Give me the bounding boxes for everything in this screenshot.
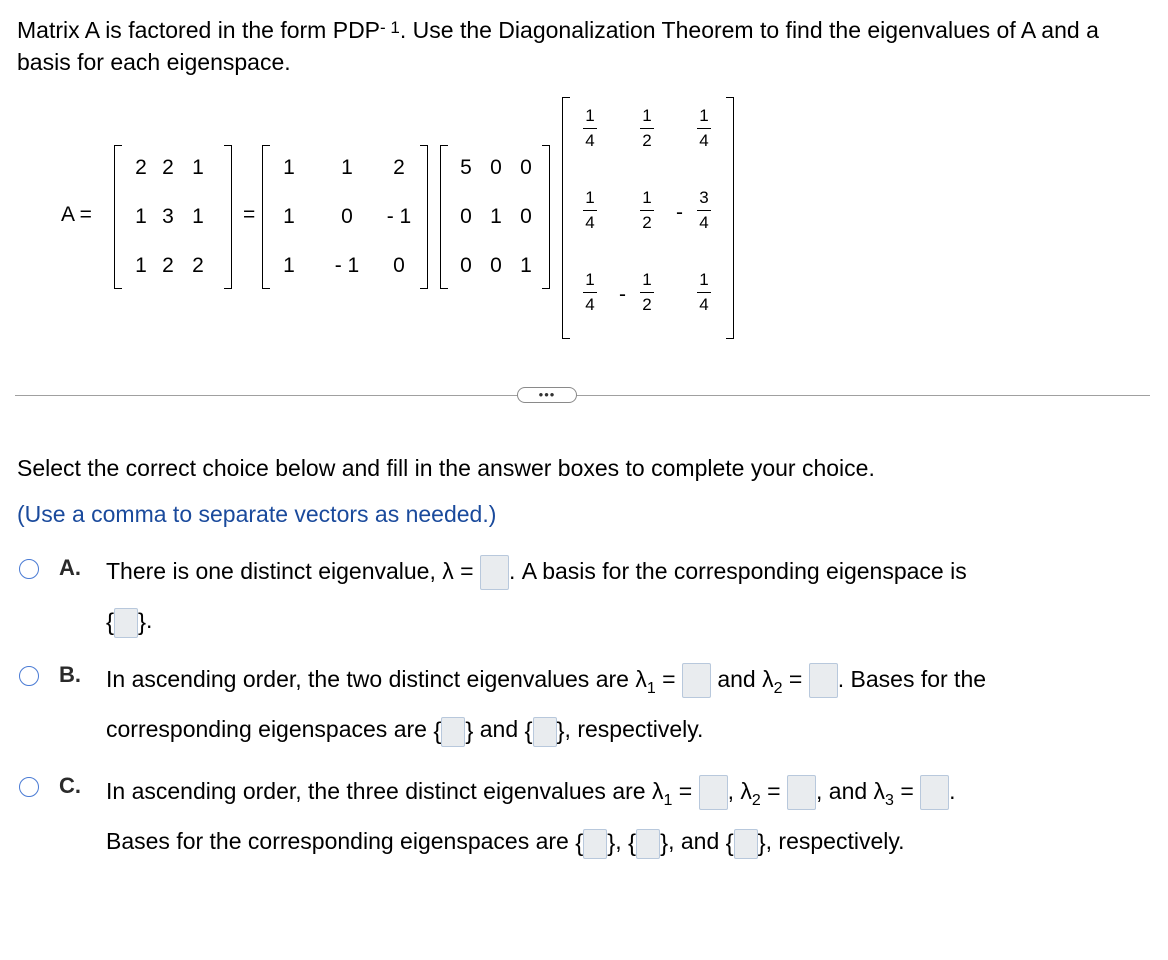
divider — [15, 395, 1150, 396]
matrix-entry: 2 — [162, 156, 174, 179]
matrix-entry: 2 — [192, 254, 204, 277]
matrix-entry: 0 — [460, 205, 472, 228]
basis-set: { } — [725, 829, 766, 857]
choice-text: Bases for the corresponding eigenspaces are — [106, 828, 569, 854]
basis-set: { } — [106, 608, 147, 636]
numerator: 1 — [642, 106, 652, 125]
choice-text: . A basis for the corresponding eigenspace is — [508, 558, 967, 584]
matrix-entry: 1 — [192, 205, 204, 228]
matrix-entry: 2 — [162, 254, 174, 277]
left-bracket — [440, 145, 448, 289]
fraction-entry — [575, 270, 605, 315]
radio-choice-b[interactable] — [19, 666, 39, 686]
matrix-entry: 3 — [162, 205, 174, 228]
numerator: 1 — [585, 106, 595, 125]
numerator: 1 — [585, 270, 595, 289]
matrix-entry: 1 — [135, 205, 147, 228]
fraction-bar — [697, 210, 711, 211]
denominator: 4 — [585, 213, 595, 232]
lambda1-input[interactable] — [682, 663, 711, 698]
more-button[interactable]: ••• — [517, 387, 577, 403]
denominator: 2 — [642, 295, 652, 314]
numerator: 1 — [699, 270, 709, 289]
basis-set: { } — [575, 829, 616, 857]
fraction-entry — [575, 188, 605, 233]
numerator: 1 — [699, 106, 709, 125]
matrix-entry: 1 — [520, 254, 532, 277]
basis3-input[interactable] — [734, 829, 758, 859]
numerator: 3 — [699, 188, 709, 207]
matrix-entry: 0 — [520, 205, 532, 228]
fraction-entry — [632, 270, 662, 315]
matrix-entry: 5 — [460, 156, 472, 179]
lambda3-input[interactable] — [920, 775, 949, 810]
fraction-bar — [640, 292, 654, 293]
matrix-entry: - 1 — [386, 205, 412, 228]
right-bracket — [726, 97, 734, 339]
equals-sign: = — [243, 203, 256, 226]
right-bracket — [224, 145, 232, 289]
fraction-bar — [640, 128, 654, 129]
basis-set: { } — [433, 717, 474, 745]
fraction-entry — [575, 106, 605, 151]
fraction-bar — [697, 292, 711, 293]
numerator: 1 — [585, 188, 595, 207]
lambda2-input[interactable] — [787, 775, 816, 810]
matrix-entry: 1 — [283, 205, 295, 228]
fraction-bar — [583, 292, 597, 293]
matrix-entry: 1 — [490, 205, 502, 228]
matrix-entry: 0 — [460, 254, 472, 277]
fraction-entry — [632, 106, 662, 151]
right-bracket — [542, 145, 550, 289]
lambda2-input[interactable] — [809, 663, 838, 698]
matrix-entry: 1 — [341, 156, 353, 179]
matrix-entry: 1 — [283, 156, 295, 179]
matrix-entry: 2 — [393, 156, 405, 179]
choice-text: In ascending order, the three distinct eigenvalues are λ — [106, 778, 664, 804]
choice-letter: A. — [59, 555, 81, 580]
matrix-entry: 1 — [135, 254, 147, 277]
minus-sign: - — [676, 201, 683, 224]
basis2-input[interactable] — [533, 717, 557, 747]
denominator: 4 — [585, 131, 595, 150]
instruction-text: Select the correct choice below and fill in the answer boxes to complete your choice. — [17, 455, 875, 481]
matrix-entry: 1 — [192, 156, 204, 179]
fraction-bar — [583, 128, 597, 129]
eigenvalue-input[interactable] — [480, 555, 509, 590]
basis-set: { } — [628, 829, 669, 857]
radio-choice-a[interactable] — [19, 559, 39, 579]
question-prompt: Matrix A is factored in the form $PDP^{- 1}$. Use the Diagonalization Theorem to find the eigenvalues of A and a basis for each eigenspace. — [17, 17, 1099, 75]
numerator: 1 — [642, 188, 652, 207]
fraction-bar — [583, 210, 597, 211]
choice-text: In ascending order, the two distinct eigenvalues are λ — [106, 666, 647, 692]
choice-letter: C. — [59, 773, 81, 798]
choice-text: corresponding eigenspaces are — [106, 716, 427, 742]
matrix-entry: 2 — [135, 156, 147, 179]
matrix-entry: 1 — [283, 254, 295, 277]
a-label: A = — [61, 203, 92, 226]
fraction-entry — [632, 188, 662, 233]
basis1-input[interactable] — [441, 717, 465, 747]
left-bracket — [562, 97, 570, 339]
fraction-entry — [689, 188, 719, 233]
denominator: 4 — [699, 131, 709, 150]
basis2-input[interactable] — [636, 829, 660, 859]
basis-set: { } — [524, 717, 565, 745]
basis1-input[interactable] — [583, 829, 607, 859]
basis-input[interactable] — [114, 608, 138, 638]
denominator: 4 — [585, 295, 595, 314]
denominator: 2 — [642, 213, 652, 232]
fraction-bar — [640, 210, 654, 211]
matrix-entry: 0 — [490, 254, 502, 277]
denominator: 4 — [699, 213, 709, 232]
radio-choice-c[interactable] — [19, 777, 39, 797]
matrix-entry: 0 — [393, 254, 405, 277]
hint-text: (Use a comma to separate vectors as needed.) — [17, 501, 497, 527]
denominator: 2 — [642, 131, 652, 150]
fraction-entry — [689, 106, 719, 151]
left-bracket — [114, 145, 122, 289]
matrix-entry: 0 — [341, 205, 353, 228]
matrix-entry: - 1 — [334, 254, 360, 277]
minus-sign: - — [619, 283, 626, 306]
lambda1-input[interactable] — [699, 775, 728, 810]
matrix-entry: 0 — [520, 156, 532, 179]
choice-text: There is one distinct eigenvalue, λ = — [106, 558, 474, 584]
fraction-bar — [697, 128, 711, 129]
left-bracket — [262, 145, 270, 289]
numerator: 1 — [642, 270, 652, 289]
fraction-entry — [689, 270, 719, 315]
right-bracket — [420, 145, 428, 289]
matrix-entry: 0 — [490, 156, 502, 179]
denominator: 4 — [699, 295, 709, 314]
choice-letter: B. — [59, 662, 81, 687]
